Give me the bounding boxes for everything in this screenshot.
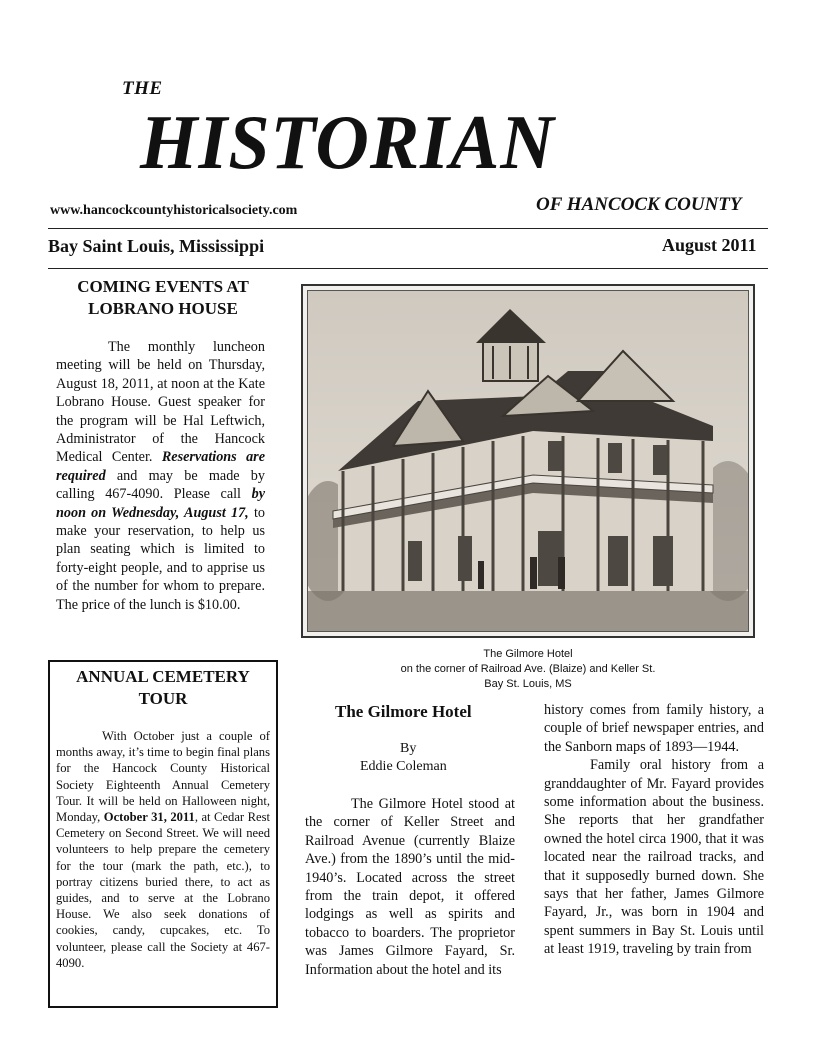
gilmore-hotel-photo-frame xyxy=(301,284,755,638)
events-heading-line1: COMING EVENTS AT xyxy=(77,277,249,296)
caption-line2: on the corner of Railroad Ave. (Blaize) and Keller St. xyxy=(400,663,656,675)
caption-line1: The Gilmore Hotel xyxy=(483,648,573,660)
cemetery-paragraph xyxy=(56,728,270,971)
cemetery-text-1: With October just a couple of months away, it’s time to begin final plans for the Hancock County Historical Society Eighteenth Annual Cemetery Tour. It will be held on Halloween night, Monday, xyxy=(56,729,270,825)
byline-author: Eddie Coleman xyxy=(360,759,447,774)
caption-line3: Bay St. Louis, MS xyxy=(484,678,572,690)
location-label: Bay Saint Louis, Mississippi xyxy=(48,236,265,256)
header-rule-top xyxy=(48,228,768,229)
article-column-1 xyxy=(305,795,515,979)
article-title: The Gilmore Hotel xyxy=(335,702,472,721)
events-body xyxy=(56,338,265,614)
events-text-3: to make your reservation, to help us plan seating which is limited to forty-eight people, and to apprise us of the number for whom to prepare. The price of the lunch is $10.00. xyxy=(56,504,265,613)
article-paragraph-3: Family oral history from a granddaughter of Mr. Fayard provides some information about the business. She reports that her grandfather owned the hotel circa 1900, that it was located near the railroad tracks, and that it supposedly burned down. She says that her father, James Gilmore Fayard, Jr., was born in 1904 and spent summers in Bay St. Louis until at least 1919, traveling by train from xyxy=(544,757,764,958)
website-link[interactable]: www.hancockcountyhistoricalsociety.com xyxy=(50,203,298,218)
photo-caption xyxy=(301,647,755,692)
header-rule-bottom xyxy=(48,268,768,269)
events-reservation-note: Reservations are required xyxy=(56,449,265,484)
cemetery-heading-line2: TOUR xyxy=(138,689,188,708)
cemetery-body xyxy=(56,728,270,971)
cemetery-date: October 31, 2011 xyxy=(103,810,195,825)
events-text-2: and may be made by calling 467-4090. Please call xyxy=(56,467,265,503)
byline-by: By xyxy=(400,741,417,756)
cemetery-text-2: , at Cedar Rest Cemetery on Second Street. We will need volunteers to help prepare the cemetery for the tour (mark the path, etc.), to portray citizens buried there, to act as guides, and to serve at the Lobrano House. We also seek donations of cookies, candy, cupcakes, etc. To volunteer, please call the Society at 467-4090. xyxy=(56,810,270,970)
gilmore-hotel-photo xyxy=(307,290,749,632)
events-paragraph xyxy=(56,338,265,614)
gilmore-hotel-illustration xyxy=(308,291,749,632)
events-heading xyxy=(48,276,278,320)
cemetery-heading-line1: ANNUAL CEMETERY xyxy=(76,667,250,686)
article-column-2 xyxy=(544,701,764,959)
events-heading-line2: LOBRANO HOUSE xyxy=(88,299,238,318)
masthead-the: THE xyxy=(122,78,163,99)
masthead-subtitle: OF HANCOCK COUNTY xyxy=(536,194,742,215)
article-paragraph-2: history comes from family history, a couple of brief newspaper entries, and the Sanborn maps of 1893—1944. xyxy=(544,702,764,755)
masthead-title: HISTORIAN xyxy=(140,99,555,186)
cemetery-heading xyxy=(48,666,278,710)
article-paragraph-1: The Gilmore Hotel stood at the corner of Keller Street and Railroad Avenue (currently Blaize Ave.) from the 1890’s until the mid-1940’s. Located across the street from the train depot, it offered lodgings as well as spirits and tobacco to boarders. The proprietor was James Gilmore Fayard, Sr. Information about the hotel and its xyxy=(305,796,515,978)
events-deadline: by noon on Wednesday, August 17, xyxy=(56,486,265,521)
issue-date: August 2011 xyxy=(662,235,757,255)
events-text-1: The monthly luncheon meeting will be held on Thursday, August 18, 2011, at noon at the Kate Lobrano House. Guest speaker for the program will be Hal Leftwich, Administrator of the Hancock Medical Center. xyxy=(56,339,265,466)
